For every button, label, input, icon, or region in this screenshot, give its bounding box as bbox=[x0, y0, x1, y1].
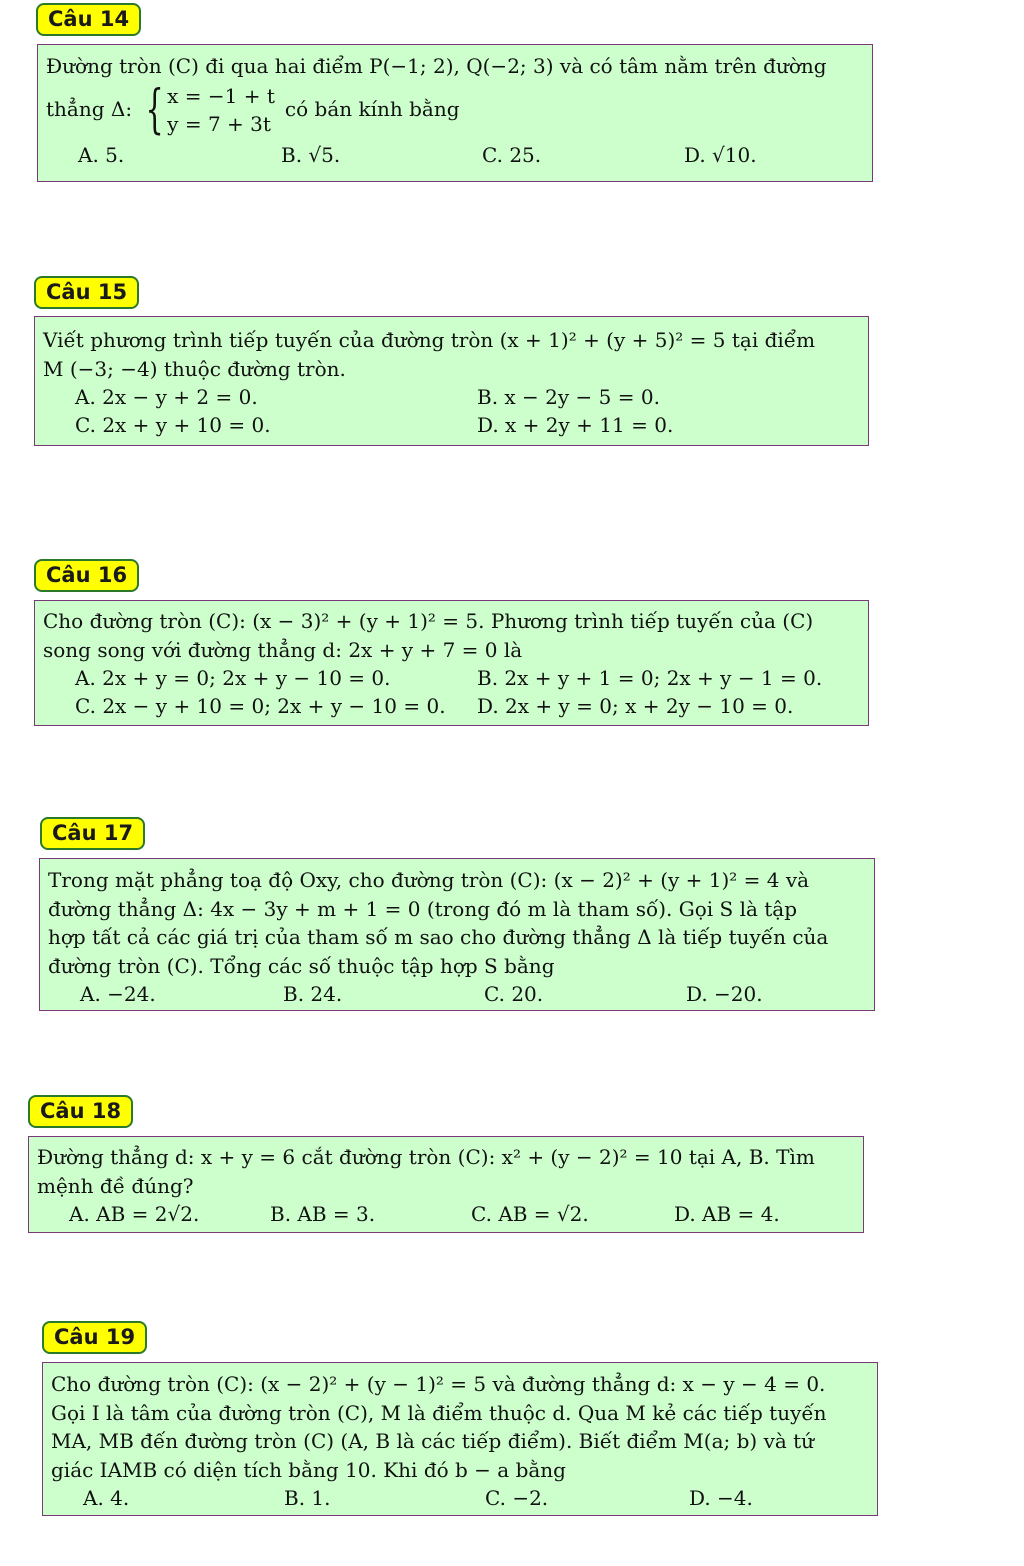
option-d[interactable]: D. −20. bbox=[686, 982, 763, 1006]
stem-line: Cho đường tròn (C): (x − 2)² + (y − 1)² = 5 và đường thẳng d: x − y − 4 = 0. bbox=[51, 1372, 826, 1396]
question-box bbox=[28, 1136, 864, 1233]
option-b[interactable]: B. x − 2y − 5 = 0. bbox=[477, 385, 660, 409]
question-stem bbox=[38, 45, 872, 139]
option-b[interactable]: B. AB = 3. bbox=[270, 1202, 376, 1226]
option-d[interactable]: D. x + 2y + 11 = 0. bbox=[477, 413, 674, 437]
option-b[interactable]: B. 24. bbox=[283, 982, 343, 1006]
question-stem bbox=[29, 1137, 863, 1200]
system-equation-2: y = 7 + 3t bbox=[167, 111, 271, 136]
question-stem bbox=[35, 601, 868, 664]
question-box bbox=[37, 44, 873, 182]
question-number-badge: Câu 15 bbox=[34, 276, 139, 309]
question-number-badge: Câu 19 bbox=[42, 1321, 147, 1354]
stem-line: Đường tròn (C) đi qua hai điểm P(−1; 2), Q(−2; 3) và có tâm nằm trên đường bbox=[46, 54, 827, 78]
option-d[interactable]: D. AB = 4. bbox=[674, 1202, 780, 1226]
stem-line: đường thẳng Δ: 4x − 3y + m + 1 = 0 (trong đó m là tham số). Gọi S là tập bbox=[48, 896, 798, 921]
option-c[interactable]: C. AB = √2. bbox=[471, 1202, 589, 1226]
option-d[interactable]: D. −4. bbox=[689, 1486, 753, 1510]
option-a[interactable]: A. 4. bbox=[83, 1486, 130, 1510]
brace-icon: { bbox=[145, 79, 164, 140]
option-a[interactable]: A. 5. bbox=[78, 142, 125, 167]
option-c[interactable]: C. 2x − y + 10 = 0; 2x + y − 10 = 0. bbox=[75, 694, 446, 718]
stem-line: mệnh đề đúng? bbox=[37, 1173, 194, 1198]
option-c[interactable]: C. 25. bbox=[482, 142, 542, 167]
option-b[interactable]: B. 2x + y + 1 = 0; 2x + y − 1 = 0. bbox=[477, 666, 823, 690]
option-a[interactable]: A. 2x + y = 0; 2x + y − 10 = 0. bbox=[75, 666, 391, 690]
question-box bbox=[34, 316, 869, 446]
question-number-badge: Câu 17 bbox=[40, 817, 145, 850]
stem-prefix: thẳng Δ: bbox=[46, 97, 133, 122]
option-b[interactable]: B. √5. bbox=[281, 142, 341, 167]
question-box bbox=[39, 858, 875, 1011]
stem-line: M (−3; −4) thuộc đường tròn. bbox=[43, 356, 346, 381]
question-stem bbox=[40, 859, 874, 980]
question-box bbox=[34, 600, 869, 726]
stem-line: hợp tất cả các giá trị của tham số m sao cho đường thẳng Δ là tiếp tuyến của bbox=[48, 925, 829, 949]
stem-system-line bbox=[46, 81, 864, 139]
option-c[interactable]: C. 20. bbox=[484, 982, 544, 1006]
question-number-badge: Câu 14 bbox=[36, 3, 141, 36]
stem-line: đường tròn (C). Tổng các số thuộc tập hợp S bằng bbox=[48, 953, 555, 978]
option-a[interactable]: A. 2x − y + 2 = 0. bbox=[75, 385, 258, 409]
stem-suffix: có bán kính bằng bbox=[284, 97, 460, 122]
question-box bbox=[42, 1362, 878, 1516]
option-a[interactable]: A. −24. bbox=[80, 982, 156, 1006]
equation-system bbox=[138, 79, 275, 140]
option-b[interactable]: B. 1. bbox=[284, 1486, 331, 1510]
question-stem bbox=[43, 1363, 877, 1484]
option-a[interactable]: A. AB = 2√2. bbox=[69, 1202, 200, 1226]
stem-line: Gọi I là tâm của đường tròn (C), M là điểm thuộc d. Qua M kẻ các tiếp tuyến bbox=[51, 1400, 827, 1425]
stem-line: Cho đường tròn (C): (x − 3)² + (y + 1)² = 5. Phương trình tiếp tuyến của (C) bbox=[43, 609, 814, 633]
option-c[interactable]: C. −2. bbox=[485, 1486, 549, 1510]
stem-line: giác IAMB có diện tích bằng 10. Khi đó b − a bằng bbox=[51, 1457, 566, 1482]
question-number-badge: Câu 18 bbox=[28, 1095, 133, 1128]
stem-line: Đường thẳng d: x + y = 6 cắt đường tròn (C): x² + (y − 2)² = 10 tại A, B. Tìm bbox=[37, 1145, 815, 1169]
stem-line: MA, MB đến đường tròn (C) (A, B là các tiếp điểm). Biết điểm M(a; b) và tứ bbox=[51, 1429, 815, 1453]
question-stem bbox=[35, 317, 868, 383]
stem-line: song song với đường thẳng d: 2x + y + 7 = 0 là bbox=[43, 637, 523, 662]
option-d[interactable]: D. 2x + y = 0; x + 2y − 10 = 0. bbox=[477, 694, 794, 718]
system-equation-1: x = −1 + t bbox=[167, 83, 275, 108]
stem-line: Viết phương trình tiếp tuyến của đường tròn (x + 1)² + (y + 5)² = 5 tại điểm bbox=[43, 328, 816, 352]
option-c[interactable]: C. 2x + y + 10 = 0. bbox=[75, 413, 271, 437]
option-d[interactable]: D. √10. bbox=[684, 142, 757, 167]
stem-line: Trong mặt phẳng toạ độ Oxy, cho đường tròn (C): (x − 2)² + (y + 1)² = 4 và bbox=[48, 868, 810, 892]
question-number-badge: Câu 16 bbox=[34, 559, 139, 592]
